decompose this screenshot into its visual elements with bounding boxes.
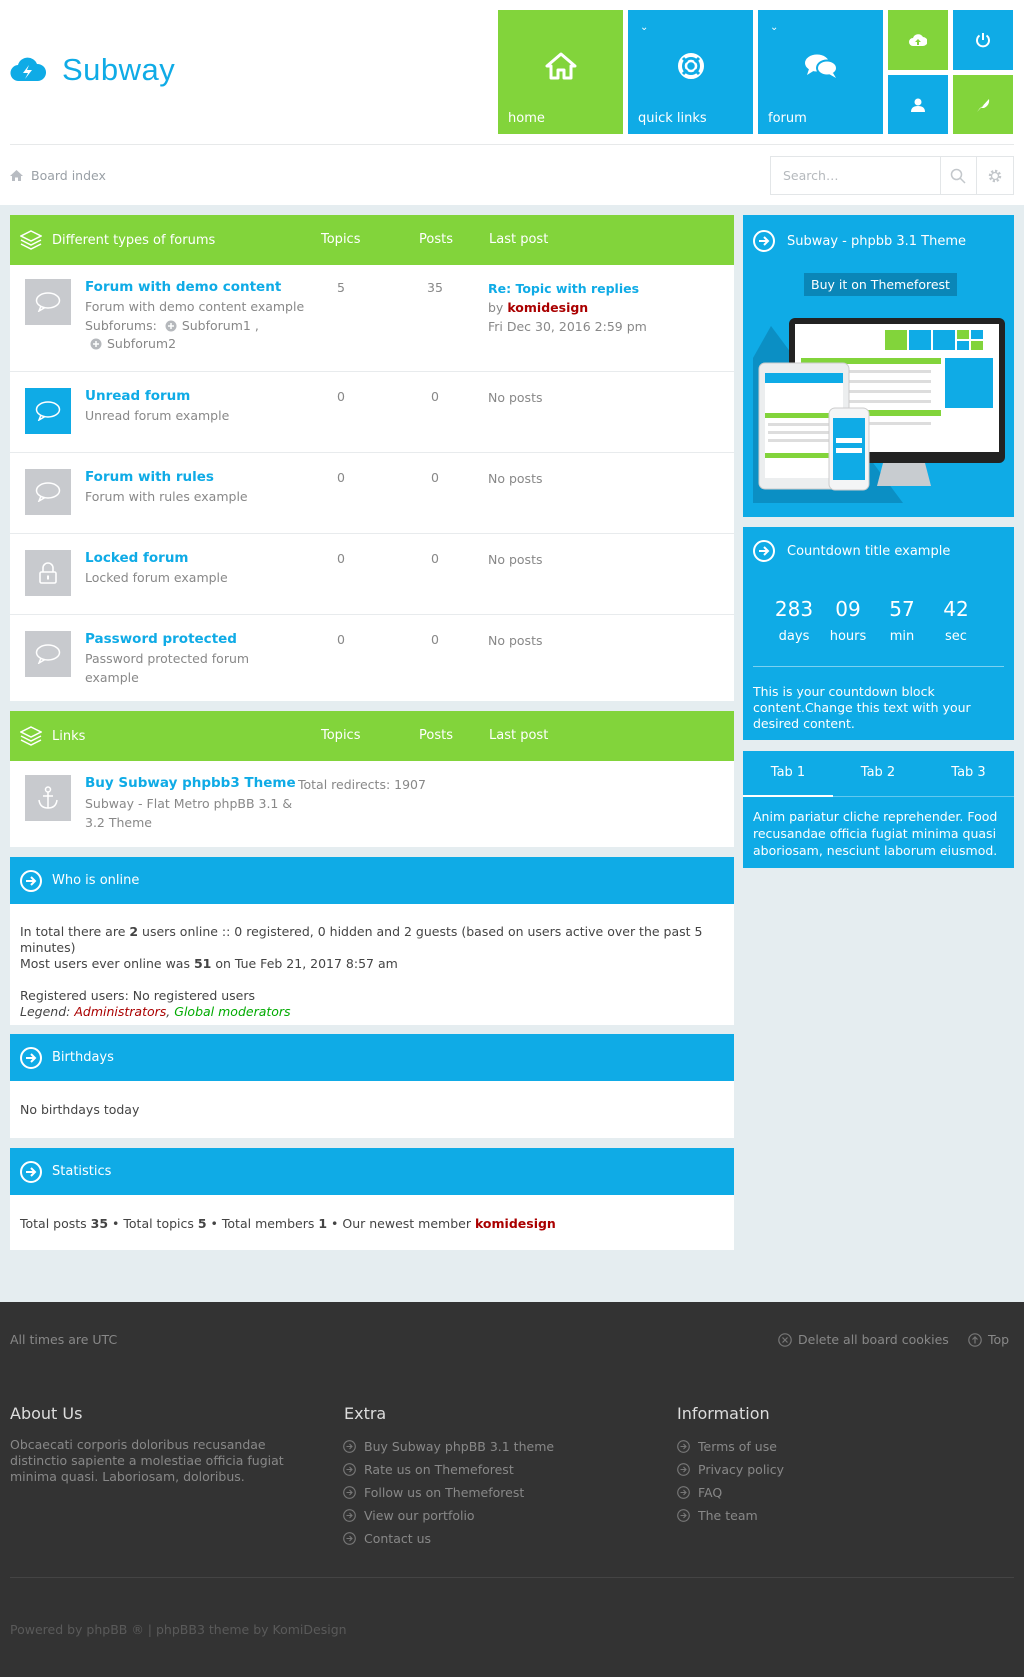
who-is-online-title: Who is online <box>52 873 140 888</box>
subforum-link[interactable]: Subforum2 <box>107 336 177 351</box>
arrow-circle-right-icon <box>343 1486 356 1499</box>
text: • Total members <box>206 1216 319 1231</box>
site-title: Subway <box>62 52 176 87</box>
chevron-down-icon: ⌄ <box>640 22 649 33</box>
back-to-top-label: Top <box>988 1332 1010 1347</box>
birthdays-header <box>10 1034 734 1081</box>
arrow-circle-right-icon <box>343 1440 356 1453</box>
min-label: min <box>889 629 915 644</box>
subforum-link[interactable]: Subforum1 <box>181 318 251 333</box>
delete-cookies-link[interactable] <box>778 1332 949 1347</box>
logout-tile[interactable] <box>953 10 1013 70</box>
header-divider <box>10 144 1014 145</box>
link-description: Subway - Flat Metro phpBB 3.1 & <box>85 796 293 811</box>
forums-panel-header <box>10 215 734 265</box>
forum-title[interactable]: Unread forum <box>85 388 191 404</box>
search-button[interactable] <box>940 157 977 194</box>
forum-description: Forum with demo content example <box>85 299 305 314</box>
anchor-icon <box>25 775 71 821</box>
countdown-title: Countdown title example <box>787 543 951 559</box>
sec-value: 42 <box>943 597 969 621</box>
countdown-block <box>743 527 1014 740</box>
footer-link[interactable] <box>343 1458 554 1481</box>
about-title: About Us <box>10 1404 83 1423</box>
footer-divider <box>10 1577 1014 1578</box>
last-post-none: No posts <box>488 471 543 486</box>
tabs-block <box>743 751 1014 868</box>
site-footer <box>0 1302 1024 1677</box>
text: • Our newest member <box>327 1216 475 1231</box>
birthdays-title: Birthdays <box>52 1050 114 1065</box>
subforums-line <box>85 316 259 335</box>
forum-read-icon <box>25 469 71 515</box>
forum-row <box>10 265 734 372</box>
col-posts: Posts <box>419 728 453 743</box>
forum-description-2: example <box>85 670 139 685</box>
nav-quick-links-label: quick links <box>638 111 707 126</box>
countdown-hours <box>818 597 878 644</box>
arrow-circle-right-icon <box>753 230 775 252</box>
footer-link[interactable] <box>343 1527 554 1550</box>
nav-tile-forum[interactable] <box>758 10 883 134</box>
forum-read-icon <box>25 631 71 677</box>
information-title: Information <box>677 1404 770 1423</box>
link-description-2: 3.2 Theme <box>85 815 152 830</box>
forum-title[interactable]: Password protected <box>85 631 237 647</box>
last-post-author[interactable]: komidesign <box>507 300 589 315</box>
posts-count: 0 <box>431 389 439 404</box>
forum-title[interactable]: Forum with demo content <box>85 279 282 295</box>
promo-header <box>753 230 966 252</box>
last-post-none: No posts <box>488 552 543 567</box>
breadcrumb <box>10 168 106 183</box>
text: on Tue Feb 21, 2017 8:57 am <box>211 956 398 971</box>
arrow-circle-right-icon <box>677 1440 690 1453</box>
online-record-line <box>20 956 724 972</box>
promo-block <box>743 215 1014 517</box>
text: users online :: 0 registered, 0 hidden and 2 guests (based on users active over the past 5 minutes) <box>20 924 703 955</box>
forum-description: Locked forum example <box>85 570 228 585</box>
plus-circle-icon <box>90 338 102 350</box>
forum-row <box>10 453 734 534</box>
posts-count: 0 <box>431 551 439 566</box>
statistics-header <box>10 1148 734 1195</box>
footer-info-list <box>677 1435 784 1527</box>
forums-panel <box>10 215 734 701</box>
forum-unread-icon <box>25 388 71 434</box>
footer-link-label: The team <box>698 1508 758 1523</box>
footer-link-label: Follow us on Themeforest <box>364 1485 525 1500</box>
arrow-circle-right-icon <box>20 1161 42 1183</box>
hours-value: 09 <box>835 597 861 621</box>
arrow-up-circle-icon <box>968 1333 982 1347</box>
tab-3[interactable]: Tab 3 <box>951 765 986 780</box>
lock-icon <box>25 550 71 596</box>
layers-icon <box>20 229 42 251</box>
total-posts: 35 <box>90 1216 109 1231</box>
topics-count: 0 <box>337 632 345 647</box>
footer-link[interactable] <box>677 1458 784 1481</box>
topics-count: 0 <box>337 470 345 485</box>
forum-row <box>10 615 734 701</box>
feather-icon <box>975 97 991 113</box>
countdown-text: This is your countdown block content.Change this text with your desired content. <box>753 684 971 731</box>
gear-icon <box>987 168 1003 184</box>
feather-tile[interactable] <box>953 75 1013 134</box>
home-icon <box>10 170 23 181</box>
legend-administrators[interactable]: Administrators <box>74 1004 167 1019</box>
countdown-header <box>753 540 950 562</box>
footer-about <box>10 1404 310 1485</box>
footer-extra <box>344 1404 386 1423</box>
countdown-min <box>872 597 932 644</box>
forum-description: Password protected forum <box>85 651 250 666</box>
search-box <box>770 156 1014 195</box>
arrow-circle-right-icon <box>343 1532 356 1545</box>
forum-read-icon <box>25 279 71 325</box>
statistics-title: Statistics <box>52 1164 112 1179</box>
devices-mockup-image <box>753 318 1005 503</box>
chevron-down-icon: ⌄ <box>770 22 779 33</box>
profile-tile[interactable] <box>888 75 948 134</box>
footer-link-label: Buy Subway phpBB 3.1 theme <box>364 1439 555 1454</box>
who-is-online-panel <box>10 857 734 1025</box>
col-topics: Topics <box>321 728 361 743</box>
who-is-online-header <box>10 857 734 904</box>
countdown-sec <box>926 597 986 644</box>
statistics-panel <box>10 1148 734 1250</box>
text: Total posts <box>20 1216 91 1231</box>
subforums-line-2 <box>85 334 176 353</box>
newest-member[interactable]: komidesign <box>474 1216 556 1231</box>
timezone-note: All times are UTC <box>10 1332 118 1347</box>
link-redirects: Total redirects: 1907 <box>298 777 426 792</box>
col-last-post: Last post <box>489 232 549 247</box>
upload-cloud-icon <box>909 33 927 47</box>
tab-1[interactable]: Tab 1 <box>743 751 833 797</box>
subforum-separator: , <box>254 318 259 333</box>
advanced-search-button[interactable] <box>976 157 1013 194</box>
footer-link-label: Contact us <box>364 1531 432 1546</box>
registered-users-line: Registered users: No registered users <box>20 988 256 1003</box>
footer-link-label: Rate us on Themeforest <box>364 1462 514 1477</box>
footer-link-label: View our portfolio <box>364 1508 475 1523</box>
back-to-top-link[interactable] <box>968 1332 1009 1347</box>
forum-row <box>10 534 734 615</box>
last-post-none: No posts <box>488 633 543 648</box>
posts-count: 0 <box>431 470 439 485</box>
last-post <box>488 279 647 336</box>
online-count: 2 <box>129 924 139 939</box>
text: • Total topics <box>108 1216 198 1231</box>
statistics-text <box>10 1195 734 1232</box>
tab-content: Anim pariatur cliche reprehender. Food recusandae officia fugiat minima quasi aboriosam, nesciunt laborum eiusmod. <box>753 809 998 858</box>
arrow-circle-right-icon <box>677 1463 690 1476</box>
links-panel <box>10 711 734 847</box>
cloud-logo-icon <box>10 57 46 83</box>
col-topics: Topics <box>321 232 361 247</box>
arrow-circle-right-icon <box>677 1509 690 1522</box>
chat-bubbles-icon <box>804 53 838 79</box>
who-is-online-body <box>10 904 734 1020</box>
layers-icon <box>20 725 42 747</box>
footer-link-label: Privacy policy <box>698 1462 785 1477</box>
site-logo[interactable] <box>10 52 175 88</box>
footer-link[interactable] <box>677 1435 784 1458</box>
legend-global-moderators[interactable]: Global moderators <box>174 1004 291 1019</box>
subforums-label: Subforums: <box>85 318 157 333</box>
countdown-days <box>764 597 824 644</box>
days-label: days <box>778 629 810 644</box>
last-post-title[interactable]: Re: Topic with replies <box>488 281 640 296</box>
links-panel-header <box>10 711 734 761</box>
footer-link[interactable] <box>343 1504 554 1527</box>
search-icon <box>950 168 966 184</box>
days-value: 283 <box>774 597 814 621</box>
topics-count: 5 <box>337 280 345 295</box>
extra-title: Extra <box>344 1404 387 1423</box>
sec-label: sec <box>945 629 967 644</box>
topics-count: 0 <box>337 551 345 566</box>
forum-title[interactable]: Locked forum <box>85 550 189 566</box>
forum-description: Forum with rules example <box>85 489 248 504</box>
arrow-circle-right-icon <box>677 1486 690 1499</box>
topics-count: 0 <box>337 389 345 404</box>
arrow-circle-right-icon <box>343 1509 356 1522</box>
arrow-circle-right-icon <box>20 1047 42 1069</box>
footer-information <box>677 1404 770 1423</box>
col-posts: Posts <box>419 232 453 247</box>
footer-extra-list <box>343 1435 554 1550</box>
text: Most users ever online was <box>20 956 194 971</box>
breadcrumb-board-index[interactable]: Board index <box>31 168 106 183</box>
last-post-none: No posts <box>488 390 543 405</box>
hours-label: hours <box>829 629 867 644</box>
legend-line <box>20 1004 724 1020</box>
countdown-divider <box>753 666 1004 667</box>
birthdays-text: No birthdays today <box>20 1102 140 1117</box>
footer-link-label: FAQ <box>698 1485 723 1500</box>
forums-panel-title: Different types of forums <box>52 232 216 248</box>
text: In total there are <box>20 924 130 939</box>
total-members: 1 <box>318 1216 328 1231</box>
lifebuoy-icon <box>677 52 705 80</box>
link-row <box>10 761 734 847</box>
nav-tile-home[interactable] <box>498 10 623 134</box>
nav-forum-label: forum <box>768 111 807 126</box>
powered-by: Powered by phpBB ® | phpBB3 theme by KomiDesign <box>10 1622 347 1637</box>
min-value: 57 <box>889 597 915 621</box>
col-last-post: Last post <box>489 728 549 743</box>
upload-tile[interactable] <box>888 10 948 70</box>
power-icon <box>975 32 991 48</box>
posts-count: 35 <box>427 280 443 295</box>
total-topics: 5 <box>197 1216 207 1231</box>
legend-label: Legend: <box>20 1004 71 1019</box>
nav-home-label: home <box>508 111 545 126</box>
user-icon <box>911 98 925 112</box>
arrow-circle-right-icon <box>343 1463 356 1476</box>
footer-link-label: Terms of use <box>698 1439 777 1454</box>
text: , <box>166 1004 171 1019</box>
delete-cookies-label: Delete all board cookies <box>798 1332 949 1347</box>
birthdays-panel <box>10 1034 734 1138</box>
footer-link[interactable] <box>343 1481 554 1504</box>
footer-link[interactable] <box>343 1435 554 1458</box>
links-panel-title: Links <box>52 728 86 744</box>
link-title[interactable]: Buy Subway phpbb3 Theme <box>85 775 296 791</box>
posts-count: 0 <box>431 632 439 647</box>
site-header <box>0 0 1024 205</box>
buy-themeforest-button[interactable]: Buy it on Themeforest <box>804 273 957 296</box>
last-post-date: Fri Dec 30, 2016 2:59 pm <box>488 319 647 334</box>
arrow-circle-right-icon <box>20 870 42 892</box>
tab-2[interactable]: Tab 2 <box>860 765 896 780</box>
last-post-by: by <box>488 300 504 315</box>
arrow-circle-right-icon <box>753 540 775 562</box>
home-icon <box>545 52 577 80</box>
promo-title: Subway - phpbb 3.1 Theme <box>787 233 967 249</box>
online-record: 51 <box>193 956 212 971</box>
tabs-underline <box>833 796 1014 797</box>
plus-circle-icon <box>165 320 177 332</box>
forum-description: Unread forum example <box>85 408 230 423</box>
about-text: Obcaecati corporis doloribus recusandae distinctio sapiente a molestiae officia fugiat minima quasi. Laboriosam, doloribus. <box>10 1437 284 1484</box>
footer-link[interactable] <box>677 1481 784 1504</box>
online-total-line <box>20 924 724 956</box>
nav-tile-quick-links[interactable] <box>628 10 753 134</box>
search-input[interactable] <box>771 157 940 194</box>
forum-title[interactable]: Forum with rules <box>85 469 214 485</box>
close-circle-icon <box>778 1333 792 1347</box>
forum-row <box>10 372 734 453</box>
footer-link[interactable] <box>677 1504 784 1527</box>
